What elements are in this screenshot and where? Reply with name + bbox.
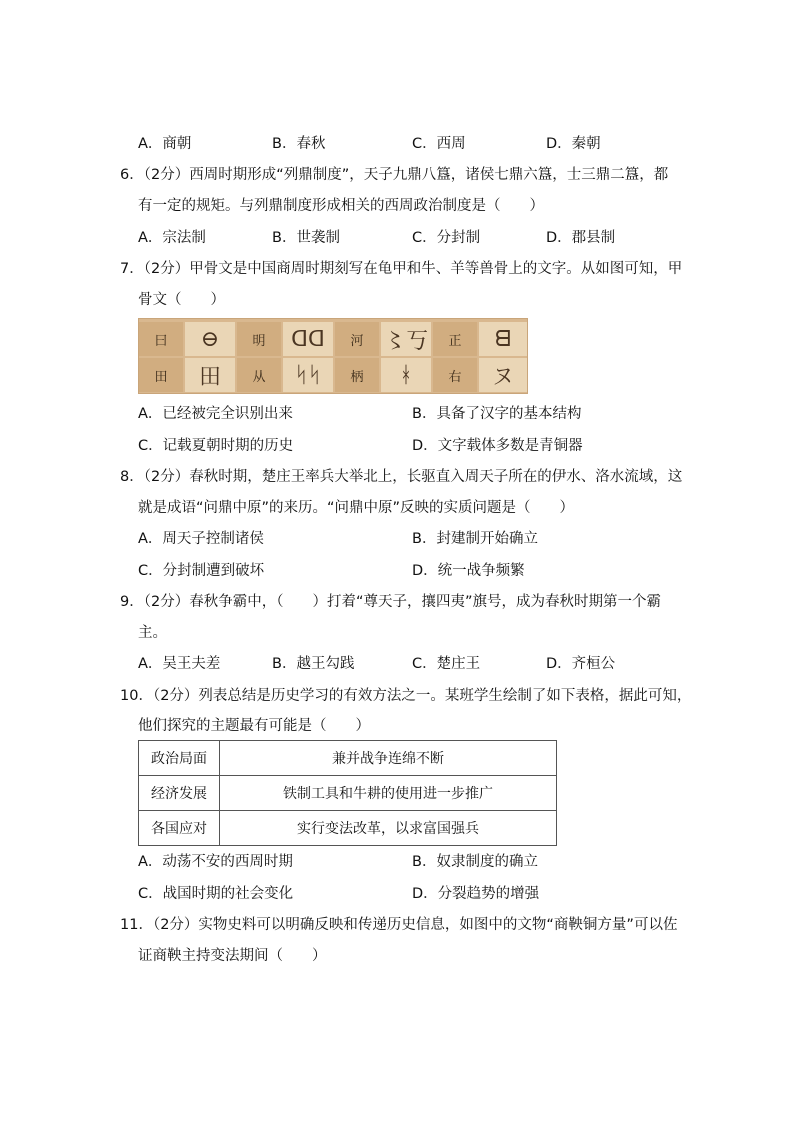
q6-option-d: D．郡县制 [546,230,616,246]
table-key-cell: 经济发展 [139,776,220,811]
q9-option-d: D．齐桓公 [546,656,616,672]
q9-stem-line2: 主。 [138,625,167,641]
q10-option-d: D．分裂趋势的增强 [412,886,540,902]
oracle-glyph: ᛋᛋ [283,358,333,392]
oracle-glyph: ᗡᗡ [283,322,333,356]
q5-option-a: A．商朝 [138,136,192,152]
oracle-glyph: ヌ [479,358,527,392]
oracle-modern-char: 正 [433,322,477,356]
q8-stem-line1: 8．（2分）春秋时期，楚庄王率兵大举北上，长驱直入周天子所在的伊水、洛水流域，这 [120,469,683,485]
table-value-cell: 实行变法改革，以求富国强兵 [220,811,557,846]
table-key-cell: 政治局面 [139,741,220,776]
oracle-bone-image [138,318,528,394]
oracle-modern-char: 河 [335,322,379,356]
q8-option-b: B．封建制开始确立 [412,531,538,547]
oracle-glyph: ⊖ [185,322,235,356]
q7-option-c: C．记载夏朝时期的历史 [138,438,294,454]
q10-option-b: B．奴隶制度的确立 [412,854,538,870]
q6-stem-line2: 有一定的规矩。与列鼎制度形成相关的西周政治制度是（ ） [138,198,544,214]
oracle-modern-char: 明 [237,322,281,356]
q5-option-c: C．西周 [412,136,466,152]
q10-option-c: C．战国时期的社会变化 [138,886,294,902]
q7-stem-line1: 7．（2分）甲骨文是中国商周时期刻写在龟甲和牛、羊等兽骨上的文字。从如图可知，甲 [120,261,683,277]
q8-stem-line2: 就是成语“问鼎中原”的来历。“问鼎中原”反映的实质问题是（ ） [138,500,575,516]
table-row [139,811,557,846]
q7-option-d: D．文字载体多数是青铜器 [412,438,583,454]
q7-option-b: B．具备了汉字的基本结构 [412,406,582,422]
oracle-modern-char: 田 [139,358,183,392]
q10-stem-line2: 他们探究的主题最有可能是（ ） [138,718,370,734]
table-key-cell: 各国应对 [139,811,220,846]
q9-option-c: C．楚庄王 [412,656,481,672]
oracle-glyph: 田 [185,358,235,392]
q8-option-d: D．统一战争频繁 [412,563,525,579]
q7-option-a: A．已经被完全识别出来 [138,406,293,422]
q10-option-a: A．动荡不安的西周时期 [138,854,293,870]
q10-stem-line1: 10．（2分）列表总结是历史学习的有效方法之一。某班学生绘制了如下表格，据此可知， [120,688,692,704]
oracle-modern-char: 从 [237,358,281,392]
oracle-glyph: ᚼ [381,358,431,392]
oracle-modern-char: 曰 [139,322,183,356]
q9-option-b: B．越王勾践 [272,656,355,672]
summary-table [138,740,557,846]
q11-stem-line1: 11．（2分）实物史料可以明确反映和传递历史信息，如图中的文物“商鞅铜方量”可以佐 [120,917,678,933]
table-row [139,776,557,811]
table-row [139,741,557,776]
q9-option-a: A．吴王夫差 [138,656,221,672]
q5-option-b: B．春秋 [272,136,326,152]
q6-option-c: C．分封制 [412,230,481,246]
oracle-glyph: 〻丂 [381,322,431,356]
table-value-cell: 铁制工具和牛耕的使用进一步推广 [220,776,557,811]
oracle-modern-char: 柄 [335,358,379,392]
table-value-cell: 兼并战争连绵不断 [220,741,557,776]
oracle-modern-char: 右 [433,358,477,392]
q6-stem-line1: 6．（2分）西周时期形成“列鼎制度”，天子九鼎八簋，诸侯七鼎六簋，士三鼎二簋，都 [120,167,669,183]
q8-option-c: C．分封制遭到破坏 [138,563,265,579]
q5-option-d: D．秦朝 [546,136,601,152]
q6-option-b: B．世袭制 [272,230,340,246]
q9-stem-line1: 9．（2分）春秋争霸中，（ ）打着“尊天子，攘四夷”旗号，成为春秋时期第一个霸 [120,594,661,610]
q8-option-a: A．周天子控制诸侯 [138,531,264,547]
q6-option-a: A．宗法制 [138,230,206,246]
q11-stem-line2: 证商鞅主持变法期间（ ） [138,948,327,964]
oracle-glyph: ᗺ [479,322,527,356]
q7-stem-line2: 骨文（ ） [138,292,225,308]
